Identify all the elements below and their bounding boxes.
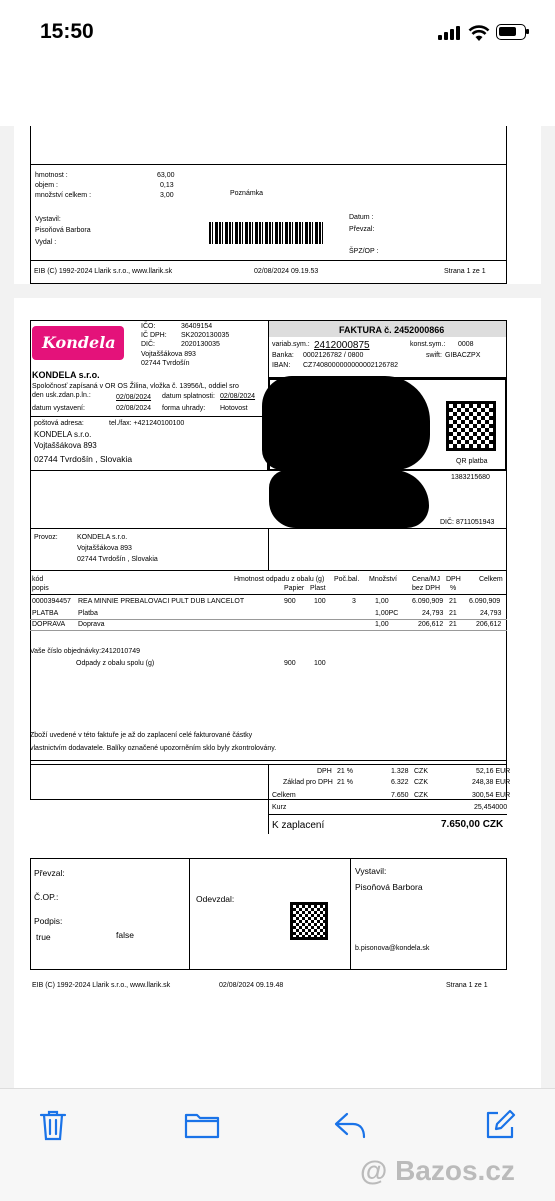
waste-total-paper: 900 — [284, 660, 296, 667]
provoz-label: Provoz: — [34, 534, 58, 541]
iban-label: IBAN: — [272, 362, 291, 369]
issued-name: Pisoňová Barbora — [35, 227, 91, 234]
issuer-name: Pisoňová Barbora — [355, 882, 423, 892]
due-date: 02/08/2024 — [220, 393, 256, 400]
redacted-area — [269, 470, 429, 528]
to-pay-label: K zaplacení — [272, 820, 325, 831]
provoz-company: KONDELA s.r.o. — [77, 534, 128, 541]
konst: 0008 — [458, 341, 474, 348]
status-time: 15:50 — [40, 20, 94, 43]
quantity-label: množství celkem : — [35, 192, 92, 199]
postal-label: poštová adresa: — [34, 420, 84, 427]
trash-icon[interactable] — [38, 1109, 68, 1141]
ico: 36409154 — [181, 323, 213, 330]
postal-street: Vojtaššákova 893 — [34, 441, 97, 450]
icdph-label: IČ DPH: — [141, 332, 167, 339]
ownership-note: Zboží uvedené v této faktuře je až do zaplacení celé fakturované částky — [30, 732, 253, 739]
col-plastic: Plast — [310, 585, 326, 592]
signature-false: false — [116, 930, 134, 940]
varsym-label: variab.sym.: — [272, 341, 310, 348]
status-bar — [0, 0, 555, 64]
attachment-preview — [0, 126, 555, 1088]
invoice-page: Kondela IČO: 36409154 IČ DPH: SK2020130035 DIČ: 2020130035 Vojtaššákova 893 02744 Tvrdošín KONDELA s.r.o. Spoločnosť zapísaná v OR OS Žilina, vložka č. 13956/L, oddiel sro den usk.zdan.p.ln.: 02/08/2024 datum splatnosti: 02/08/2024 datum vystavení: 02/08/2024 forma uhrady: Hotovost poštová adresa: tel./fax: +421240100100 KONDELA s.r.o. Vojtaššákova 893 02744 Tvrdošín , Slovakia FAKTURA č. 2452000866 variab.sym.: 2412000875 konst.sym.: 0008 Banka: 0002126782 / 0800 swift: GIBACZPX IBAN: CZ7408000000000002126782 QR platba 1383215680 DIČ: 8711051943 Provoz: KONDELA s.r.o. Vojtaššákova 893 02744 Tvrdošín , Slovakia kód popis Hmotnost odpadu z obalu (g) Papier Plast Poč.bal. Množství Cena/MJ bez DPH DPH % Celkem 0000394457 REA MINNIE PREBALOVACI PULT DUB LANCELOT 900 100 3 1,00 6.090,909 21 6.090,909 PLATBA Platba 1,00PC 24,793 21 24,793 DOPRAVA Doprava 1,00 206,612 21 206,612 Vaše číslo objednávky:2412010749 Odpady z obalu spolu (g) 900 100 Zboží uvedené v této faktuře je až do zaplacení celé fakturované částky vlastnictvím dodavatele. Balíky označené upozorněním sklo byly zkontrolovány. DPH 21 % 1.328 CZK 52,16 EUR Základ pro DPH 21 % 6.322 CZK 248,38 EUR Celkem 7.650 CZK 300,54 EUR Kurz 25,454000 K zaplacení 7.650,00 CZK Převzal: Č.OP.: Podpis: true false Odevzdal: Vystavil: Pisoňová Barbora b.pisonova@kondela.sk EIB (C) 1992-2024 Llarik s.r.o., www.llarik.sk 02/08/2024 09.19.48 Strana 1 ze 1 — [14, 298, 541, 1088]
to-pay-amount: 7.650,00 CZK — [441, 819, 504, 830]
dic: 2020130035 — [181, 341, 220, 348]
buyer-dic: DIČ: 8711051943 — [440, 519, 495, 526]
received-label: Převzal: — [349, 226, 375, 233]
postal-city: 02744 Tvrdošín , Slovakia — [34, 454, 133, 464]
registry-line: Spoločnosť zapísaná v OR OS Žilina, vložka č. 13956/L, oddiel sro — [32, 383, 239, 390]
id-card-label: Č.OP.: — [34, 892, 59, 902]
col-price: Cena/MJ — [412, 576, 441, 583]
col-price-sub: bez DPH — [412, 585, 441, 592]
provoz-street: Vojtaššákova 893 — [77, 545, 132, 552]
watermark: @ Bazos.cz — [360, 1155, 515, 1186]
varsym: 2412000875 — [314, 340, 370, 351]
qr-payment-code — [446, 401, 496, 451]
postal-tel: tel./fax: +421240100100 — [109, 420, 185, 427]
icdph: SK2020130035 — [181, 332, 230, 339]
barcode — [209, 222, 325, 244]
col-qty: Množství — [369, 576, 398, 583]
footer-left: EIB (C) 1992-2024 Llarik s.r.o., www.llarik.sk — [34, 268, 173, 275]
battery-icon — [496, 24, 526, 40]
issue-date: 02/08/2024 — [116, 405, 152, 412]
quantity-value: 3,00 — [160, 192, 174, 199]
waste-total-plastic: 100 — [314, 660, 326, 667]
bank: 0002126782 / 0800 — [303, 352, 364, 359]
weight-value: 63,00 — [157, 172, 175, 179]
qr-payment-label: QR platba — [456, 458, 488, 465]
footer-date: 02/08/2024 09.19.53 — [254, 268, 319, 275]
swift: GIBACZPX — [445, 352, 481, 359]
spz-label: ŠPZ/OP : — [349, 248, 379, 255]
delivery-note-page — [14, 126, 541, 284]
col-vat-pct: % — [450, 585, 457, 592]
iban: CZ7408000000000002126782 — [303, 362, 398, 369]
col-packages: Poč.bal. — [334, 576, 360, 583]
weight-label: hmotnost : — [35, 172, 68, 179]
qr-code — [290, 902, 328, 940]
col-code: kód — [32, 576, 44, 583]
date-label: Datum : — [349, 214, 374, 221]
payment-method: Hotovost — [220, 405, 248, 412]
footer-date: 02/08/2024 09.19.48 — [219, 982, 284, 989]
issuer-label: Vystavil: — [355, 866, 387, 876]
issue-label: datum vystavení: — [32, 405, 85, 412]
col-waste: Hmotnost odpadu z obalu (g) — [234, 576, 325, 583]
bank-label: Banka: — [272, 352, 294, 359]
handed-over-label: Odevzdal: — [196, 894, 235, 904]
dic-label: DIČ: — [141, 341, 155, 348]
volume-label: objem : — [35, 182, 58, 189]
konst-label: konst.sym.: — [410, 341, 446, 348]
issued-label: Vystavil: — [35, 216, 61, 223]
compose-icon[interactable] — [484, 1109, 516, 1141]
swift-label: swift: — [426, 352, 442, 359]
received-by-label: Převzal: — [34, 868, 65, 878]
note-label: Poznámka — [230, 190, 264, 197]
tax-date: 02/08/2024 — [116, 394, 152, 401]
buyer-number: 1383215680 — [451, 474, 490, 481]
seller-company: KONDELA s.r.o. — [32, 370, 100, 380]
redacted-area — [262, 376, 430, 470]
footer-page: Strana 1 ze 1 — [444, 268, 486, 275]
signature-true: true — [36, 932, 51, 942]
footer-left: EIB (C) 1992-2024 Llarik s.r.o., www.llarik.sk — [32, 982, 171, 989]
provoz-city: 02744 Tvrdošín , Slovakia — [77, 556, 158, 563]
invoice-title: FAKTURA č. 2452000866 — [339, 325, 445, 335]
signature-label: Podpis: — [34, 916, 63, 926]
postal-company: KONDELA s.r.o. — [34, 430, 92, 439]
mail-nav-bar — [0, 64, 555, 126]
due-label: datum splatnosti: — [162, 393, 215, 400]
volume-value: 0,13 — [160, 182, 174, 189]
col-desc: popis — [32, 585, 49, 592]
ownership-note-2: vlastnictvím dodavatele. Balíky označené upozorněním sklo byly zkontrolovány. — [30, 745, 277, 752]
footer-page: Strana 1 ze 1 — [446, 982, 488, 989]
reply-icon[interactable] — [333, 1111, 367, 1139]
order-number: Vaše číslo objednávky:2412010749 — [30, 648, 141, 655]
issuer-email: b.pisonova@kondela.sk — [355, 945, 430, 952]
handed-label: Vydal : — [35, 239, 57, 246]
seller-city: 02744 Tvrdošín — [141, 360, 190, 367]
waste-total-label: Odpady z obalu spolu (g) — [76, 660, 155, 667]
col-vat: DPH — [446, 576, 461, 583]
seller-street: Vojtaššákova 893 — [141, 351, 196, 358]
kondela-logo: Kondela — [32, 326, 124, 360]
wifi-icon — [468, 24, 490, 42]
tax-date-label: den usk.zdan.p.ln.: — [32, 392, 91, 399]
payment-label: forma uhrady: — [162, 405, 206, 412]
ico-label: IČO: — [141, 323, 156, 330]
folder-icon[interactable] — [184, 1111, 220, 1139]
col-total: Celkem — [479, 576, 503, 583]
col-paper: Papier — [284, 585, 305, 592]
signal-icon — [438, 26, 464, 40]
